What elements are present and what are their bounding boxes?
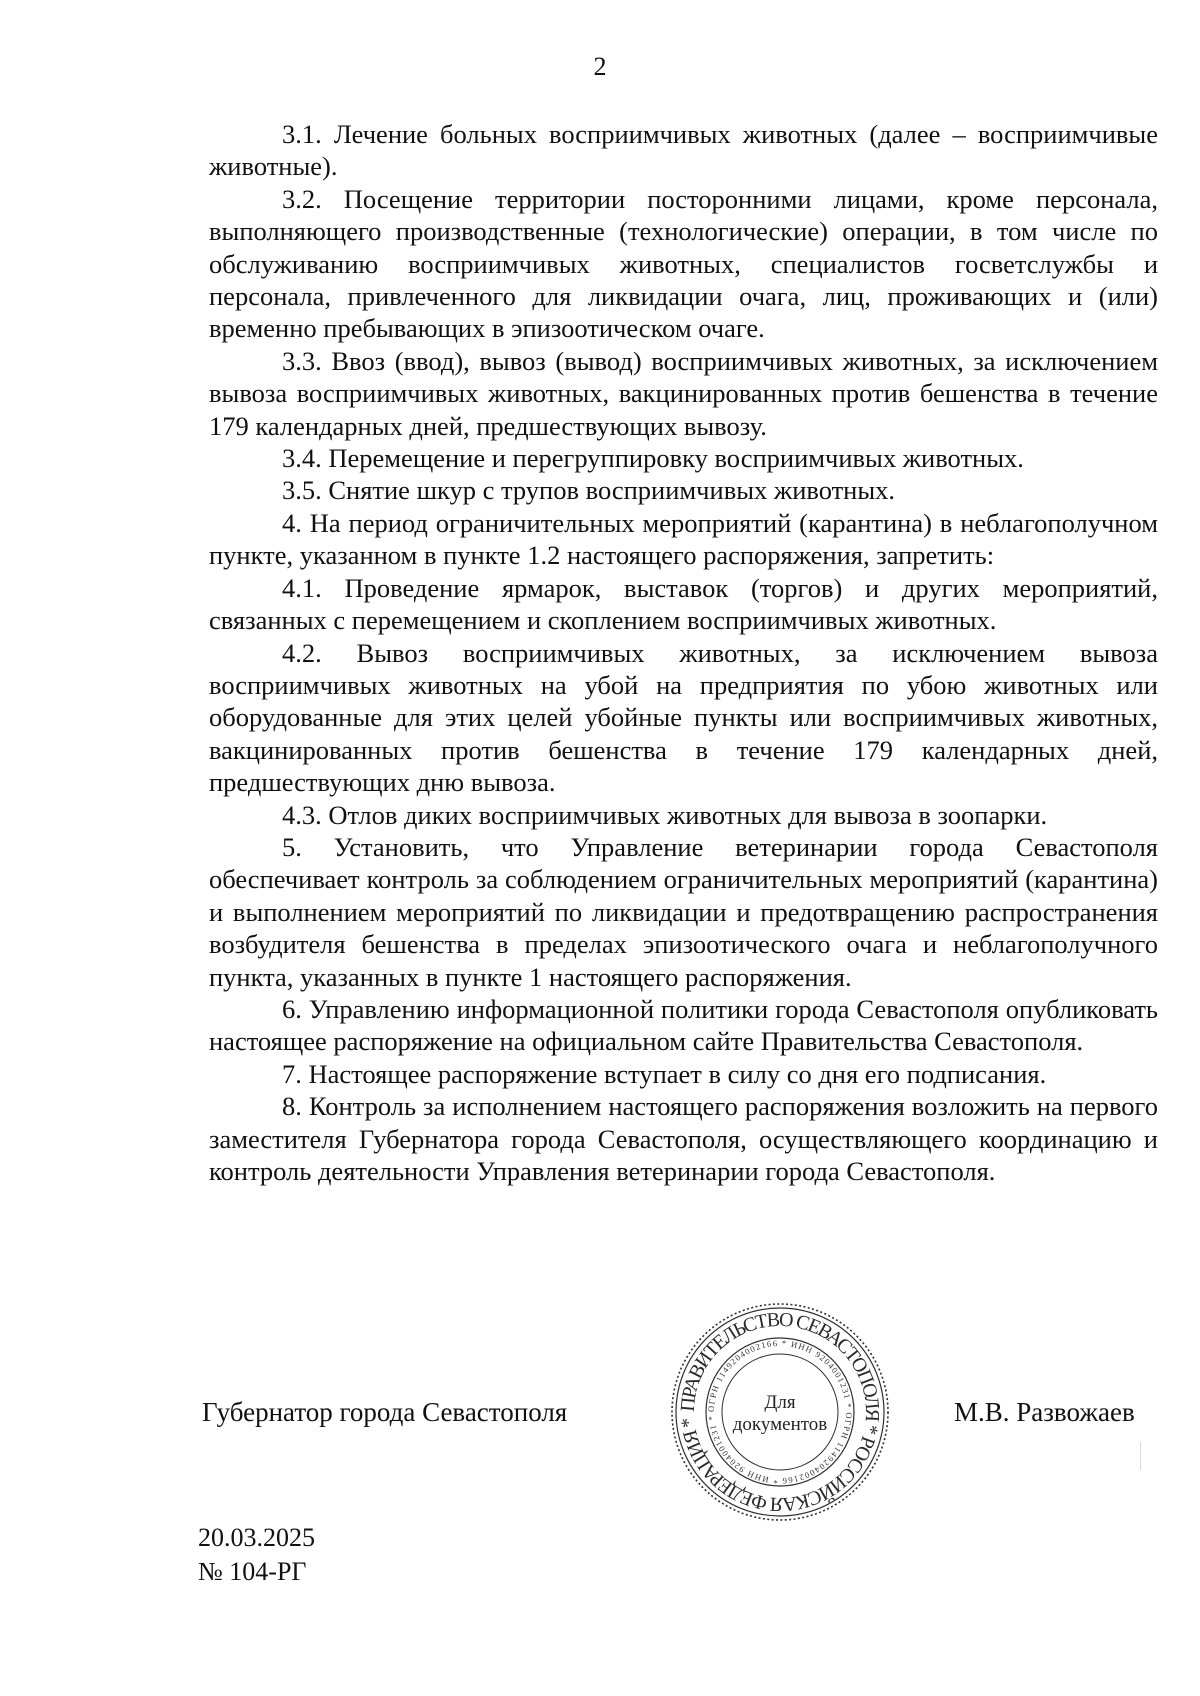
paragraph-3-3: 3.3. Ввоз (ввод), вывоз (вывод) восприимчивых животных, за исключением вывоза восприимчивых животных, вакцинированных против бешенства в течение 179 календарных дней, предшествующих вывозу. (209, 345, 1158, 441)
paragraph-4-1: 4.1. Проведение ярмарок, выставок (торгов) и других мероприятий, связанных с перемещением и скоплением восприимчивых животных. (209, 572, 1158, 636)
paragraph-7: 7. Настоящее распоряжение вступает в силу со дня его подписания. (282, 1058, 1047, 1089)
signer-position: Губернатор города Севастополя (202, 1397, 568, 1427)
paragraph-3-2: 3.2. Посещение территории посторонними лицами, кроме персонала, выполняющего производственные (технологические) операции, в том числе по обслуживанию восприимчивых животных, специалистов госветслужбы и персонала, привлеченного для ликвидации очага, лиц, проживающих и (или) временно пребывающих в эпизоотическом очаге. (209, 183, 1158, 344)
seal-center-line1: Для (764, 1392, 796, 1413)
paragraph-6: 6. Управлению информационной политики города Севастополя опубликовать настоящее распоряжение на официальном сайте Правительства Севастополя. (209, 993, 1158, 1057)
paragraph-3-5: 3.5. Снятие шкур с трупов восприимчивых животных. (282, 475, 896, 506)
paragraph-4-3: 4.3. Отлов диких восприимчивых животных для вывоза в зоопарки. (282, 799, 1048, 830)
paragraph-4-2: 4.2. Вывоз восприимчивых животных, за исключением вывоза восприимчивых животных на убой на предприятия по убою животных или оборудованные для этих целей убойные пункты или восприимчивых животных, вакцинированных против бешенства в течение 179 календарных дней, предшествующих дню вывоза. (209, 637, 1158, 798)
scan-artifact-line (1140, 1442, 1141, 1470)
paragraph-5: 5. Установить, что Управление ветеринарии города Севастополя обеспечивает контроль за соблюдением ограничительных мероприятий (карантина) и выполнением мероприятий по ликвидации и предотвращению распространения возбудителя бешенства в пределах эпизоотического очага и неблагополучного пункта, указанных в пункте 1 настоящего распоряжения. (209, 831, 1158, 992)
signer-name: М.В. Развожаев (954, 1397, 1135, 1427)
seal-graphic (668, 1300, 892, 1524)
document-number: № 104-РГ (198, 1557, 307, 1586)
official-seal (668, 1300, 892, 1524)
seal-inner-textpath: ОГРН 1149204002166 * ИНН 9204001231 * ОГРН 1149204002166 * ИНН 9204001231 * (705, 1337, 855, 1487)
page-number: 2 (593, 52, 607, 81)
paragraph-8: 8. Контроль за исполнением настоящего распоряжения возложить на первого заместителя Губернатора города Севастополя, осуществляющего координацию и контроль деятельности Управления ветеринарии города Севастополя. (209, 1091, 1158, 1186)
paragraph-3-4: 3.4. Перемещение и перегруппировку восприимчивых животных. (282, 443, 1024, 474)
document-body (209, 118, 1158, 1187)
paragraph-4: 4. На период ограничительных мероприятий (карантина) в неблагополучном пункте, указанном в пункте 1.2 настоящего распоряжения, запретить: (209, 507, 1158, 571)
seal-center-line2: документов (732, 1414, 828, 1435)
paragraph-3-1: 3.1. Лечение больных восприимчивых животных (далее – восприимчивые животные). (209, 119, 1158, 182)
document-date: 20.03.2025 (198, 1523, 315, 1552)
seal-outer-textpath: ПРАВИТЕЛЬСТВО СЕВАСТОПОЛЯ * РОССИЙСКАЯ ФЕДЕРАЦИЯ * (676, 1308, 884, 1516)
